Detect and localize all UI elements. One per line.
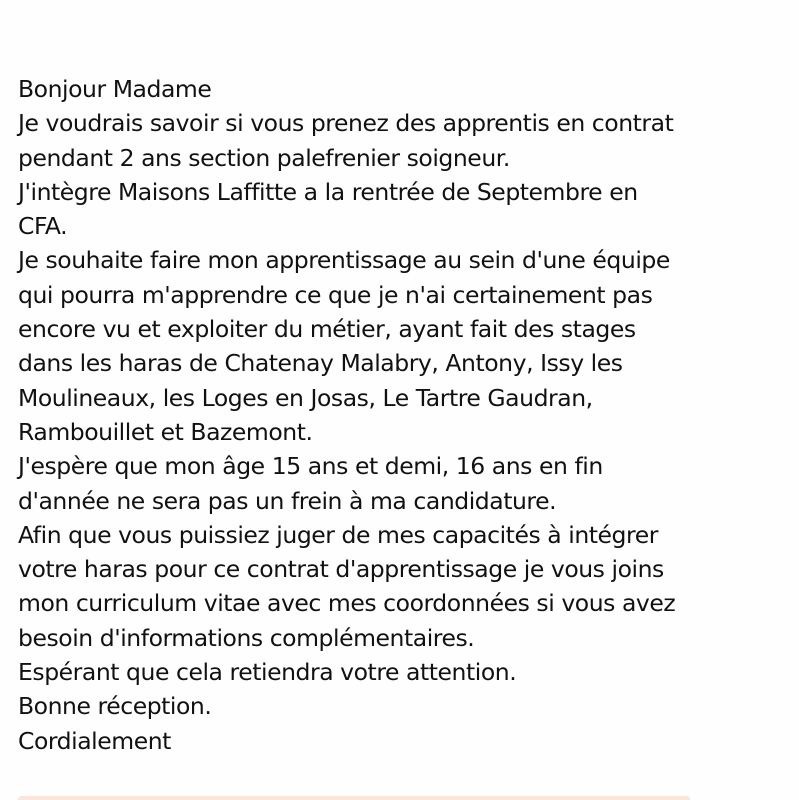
message-body: Bonjour Madame Je voudrais savoir si vous prenez des apprentis en contrat pendant 2 ans section palefrenier soigneur. J'intègre Maisons Laffitte a la rentrée de Septembre en CFA. Je souhaite faire mon apprentissage au sein d'une équipe qui pourra m'apprendre ce que je n'ai certainement pas encore vu et exploiter du métier, ayant fait des stages dans les haras de Chatenay Malabry, Antony, Issy les Moulineaux, les Loges en Josas, Le Tartre Gaudran, Rambouillet et Bazemont. J'espère que mon âge 15 ans et demi, 16 ans en fin d'année ne sera pas un frein à ma candidature. Afin que vous puissiez juger de mes capacités à intégrer votre haras pour ce contrat d'apprentissage je vous joins mon curriculum vitae avec mes coordonnées si vous avez besoin d'informations complémentaires. Espérant que cela retiendra votre attention. Bonne réception. Cordialement [18,75,676,755]
input-bar-edge[interactable] [18,796,690,800]
